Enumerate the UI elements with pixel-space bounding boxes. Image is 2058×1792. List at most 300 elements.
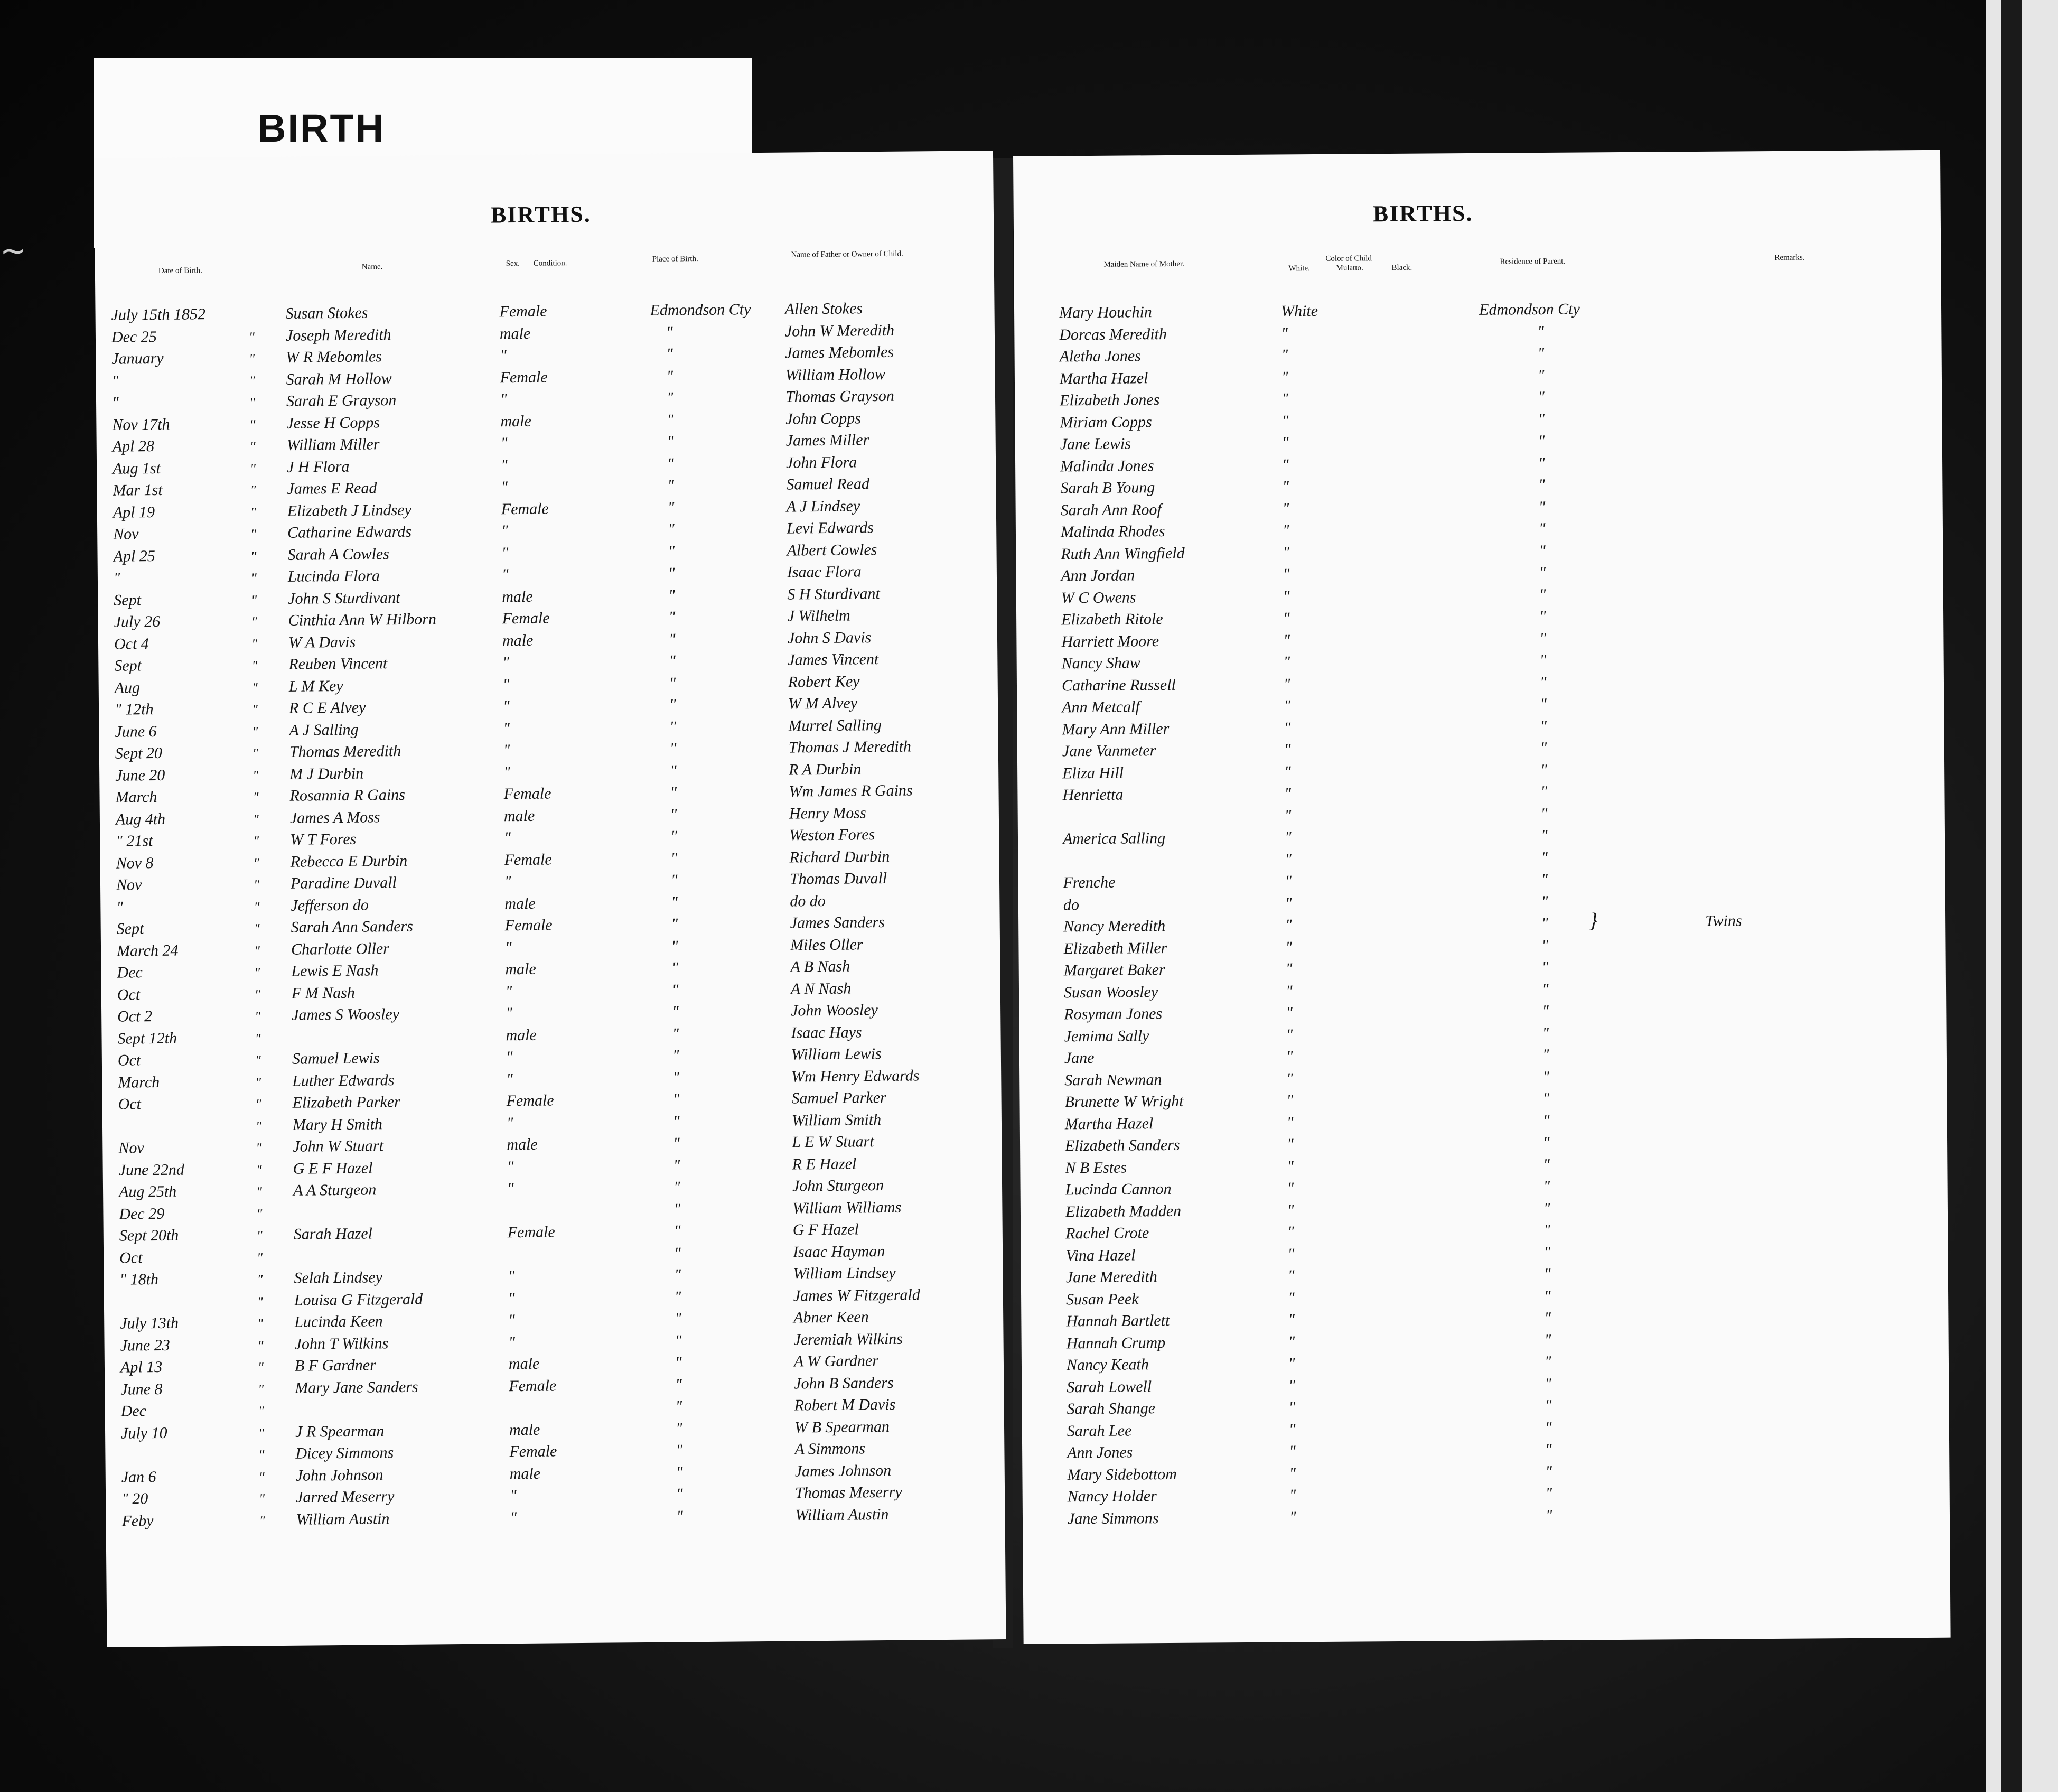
place-cell: " [673,1244,681,1262]
mother-cell: Elizabeth Miller [1063,939,1167,957]
mother-cell: Jane Meredith [1065,1268,1157,1286]
year-ditto-mark: " [249,372,255,388]
date-cell: Apl 25 [113,547,155,565]
father-cell: Albert Cowles [787,540,877,559]
mother-cell: Miriam Copps [1060,413,1152,431]
mother-cell: do [1063,895,1080,913]
left-page-title: BIRTHS. [490,201,591,228]
white-cell: " [1281,455,1289,473]
date-cell: Feby [121,1511,154,1530]
date-cell: Oct 4 [114,634,149,653]
year-ditto-mark: " [252,745,258,761]
father-cell: John Woosley [790,1001,878,1020]
year-ditto-mark: " [254,921,260,937]
date-cell: Nov [118,1139,144,1157]
date-cell: Sept 12th [117,1029,177,1048]
place-cell: " [676,1441,683,1459]
sex-cell: " [503,741,510,759]
sex-cell: " [507,1158,514,1175]
place-cell: " [668,542,675,561]
residence-cell: " [1539,585,1546,603]
father-cell: William Williams [792,1198,902,1217]
year-ditto-mark: " [253,877,260,893]
mother-cell: Aletha Jones [1059,347,1141,366]
residence-cell: " [1541,914,1548,932]
residence-cell: " [1537,344,1545,362]
name-cell: Jesse H Copps [286,413,380,432]
sex-cell: male [499,324,531,342]
date-cell: July 10 [120,1424,167,1442]
year-ditto-mark: " [255,1052,261,1068]
year-ditto-mark: " [254,942,260,958]
sex-cell: male [503,807,535,825]
white-cell: " [1287,1267,1295,1285]
date-cell: Nov [113,525,139,543]
place-cell: " [668,586,676,604]
year-ditto-mark: " [258,1447,265,1463]
year-ditto-mark: " [256,1206,263,1221]
right-ledger-page [1013,150,1951,1644]
year-ditto-mark: " [257,1293,263,1309]
place-cell: " [668,630,676,648]
place-cell: " [675,1331,682,1349]
sex-cell: Female [507,1223,555,1242]
sex-cell: " [506,1004,512,1022]
father-cell: Weston Fores [789,826,875,844]
year-ditto-mark: " [251,679,258,695]
place-cell: " [670,783,677,801]
father-cell: Murrel Salling [788,716,882,735]
mother-cell: Harriett Moore [1061,632,1159,650]
date-cell: Dec 25 [111,328,157,346]
white-cell: " [1289,1508,1296,1526]
father-cell: William Smith [791,1110,882,1130]
date-cell: Nov 17th [112,415,170,434]
place-cell: " [671,893,678,911]
white-cell: " [1285,960,1293,978]
father-cell: S H Sturdivant [787,584,880,603]
sex-cell: Female [499,302,547,321]
sex-cell: " [505,982,512,1000]
white-cell: " [1283,587,1290,605]
sex-cell: male [505,960,536,978]
white-cell: " [1287,1223,1294,1241]
mother-cell: Margaret Baker [1063,961,1165,979]
father-cell: Miles Oller [790,935,863,954]
mother-cell: Jane [1064,1049,1095,1067]
date-cell: Oct [118,1095,142,1113]
mother-cell: Rachel Crote [1065,1224,1149,1243]
white-cell: " [1286,1025,1293,1043]
sex-cell: Female [500,368,548,386]
date-cell: June 8 [120,1380,163,1398]
name-cell: R C E Alvey [288,698,366,717]
mother-cell: Ann Metcalf [1062,698,1140,716]
father-cell: Isaac Hayman [792,1242,885,1261]
residence-cell: " [1541,870,1548,889]
year-ditto-mark: " [254,965,260,981]
place-cell: " [670,761,677,780]
father-cell: William Hollow [785,365,885,384]
sex-cell: " [506,1048,513,1066]
name-cell: James S Woosley [292,1005,400,1024]
father-cell: William Lewis [791,1045,882,1063]
name-cell: J H Flora [286,458,350,476]
residence-cell: " [1540,717,1547,735]
mother-cell: America Salling [1062,829,1166,848]
date-cell: March [118,1073,160,1091]
mother-cell: Vina Hazel [1065,1246,1136,1264]
father-cell: Levi Edwards [787,519,874,537]
white-cell: " [1288,1376,1295,1394]
place-cell: " [675,1375,682,1393]
white-cell: " [1289,1464,1296,1482]
mother-cell: Jane Lewis [1060,435,1131,453]
place-cell: " [674,1287,681,1305]
sex-cell: male [500,412,531,430]
year-ditto-mark: " [252,811,259,827]
father-cell: R E Hazel [792,1154,857,1173]
year-ditto-mark: " [249,395,256,410]
place-cell: " [671,1003,679,1021]
year-ditto-mark: " [250,460,256,476]
year-ditto-mark: " [259,1513,265,1528]
year-ditto-mark: " [249,351,255,367]
name-cell: Elizabeth Parker [292,1093,400,1112]
year-ditto-mark: " [253,833,259,849]
father-cell: John Sturgeon [792,1177,884,1195]
sex-cell: Female [503,785,551,803]
white-cell: " [1284,718,1291,736]
white-cell: " [1286,1048,1293,1066]
place-cell: " [673,1156,680,1174]
date-cell: Sept [114,591,142,609]
header-residence: Residence of Parent. [1500,257,1566,266]
mother-cell: Catharine Russell [1061,676,1176,694]
year-ditto-mark: " [258,1381,264,1397]
name-cell: Mary Jane Sanders [295,1378,418,1397]
father-cell: James W Fitzgerald [793,1285,920,1305]
father-cell: Thomas Meserry [794,1483,902,1502]
name-cell: John W Stuart [293,1137,384,1155]
residence-cell: " [1540,782,1548,801]
place-cell: " [670,849,678,867]
father-cell: L E W Stuart [792,1133,874,1151]
father-cell: Allen Stokes [784,300,863,318]
sex-cell: Female [502,609,550,628]
sex-cell: male [502,631,534,649]
name-cell: Jefferson do [291,896,369,914]
header-black: Black. [1391,263,1412,273]
residence-cell: " [1542,1133,1550,1152]
name-cell: J R Spearman [295,1422,385,1441]
name-cell: James A Moss [289,808,380,827]
white-cell: " [1281,324,1288,342]
date-cell: Aug 4th [115,810,166,828]
white-cell: " [1286,1113,1294,1131]
white-cell: " [1285,916,1292,934]
father-cell: G F Hazel [792,1220,859,1239]
header-color-group: Color of Child [1325,254,1372,263]
header-remarks: Remarks. [1774,253,1805,262]
residence-cell: " [1537,322,1545,340]
white-cell: " [1283,631,1290,649]
left-ledger-page [94,151,1006,1647]
white-cell: " [1287,1289,1295,1306]
mother-cell: Hannah Crump [1066,1333,1166,1352]
residence-cell: " [1544,1309,1551,1327]
residence-cell: " [1541,848,1548,866]
father-cell: John Copps [785,409,861,428]
sex-cell: " [500,390,507,408]
year-ditto-mark: " [255,1030,261,1046]
father-cell: John S Davis [787,628,872,647]
year-ditto-mark: " [257,1249,263,1265]
sex-cell: " [510,1508,517,1526]
mother-cell: Elizabeth Jones [1060,391,1160,409]
date-cell: Dec [117,964,143,982]
white-cell: " [1281,368,1288,386]
mother-cell: Sarah Lee [1067,1421,1132,1440]
year-ditto-mark: " [251,614,257,630]
year-ditto-mark: " [255,1074,261,1090]
mother-cell: Susan Peek [1065,1290,1139,1308]
sex-cell: " [506,1070,513,1088]
sex-cell: male [509,1464,541,1482]
sex-cell: " [504,873,511,891]
father-cell: Henry Moss [789,804,866,823]
sex-cell: " [502,675,510,693]
white-cell: " [1287,1157,1294,1175]
place-cell: " [676,1507,684,1525]
year-ditto-mark: " [256,1184,263,1200]
residence-cell: " [1539,651,1547,669]
white-cell: " [1288,1332,1295,1350]
name-cell: W R Mebomles [286,348,382,366]
father-cell: Isaac Flora [787,563,862,581]
place-cell: " [666,367,673,385]
year-ditto-mark: " [252,723,258,739]
father-cell: Richard Durbin [789,847,890,866]
father-cell: J Wilhelm [787,606,850,625]
father-cell: William Lindsey [793,1264,896,1283]
place-cell: " [673,1134,680,1152]
residence-cell: " [1540,695,1547,713]
mother-cell: Nancy Keath [1066,1356,1149,1374]
white-cell: " [1284,741,1291,759]
residence-cell: " [1541,936,1549,954]
place-cell: " [667,410,674,429]
mother-cell: Malinda Rhodes [1060,522,1165,541]
date-cell: " [116,898,124,916]
father-cell: James Johnson [794,1461,892,1480]
header-white: White. [1288,264,1310,273]
name-cell: Susan Stokes [285,304,368,322]
year-ditto-mark: " [258,1425,265,1441]
residence-cell: " [1539,629,1547,647]
place-cell: " [667,477,675,494]
residence-cell: " [1545,1462,1552,1480]
year-ditto-mark: " [250,526,257,542]
residence-cell: " [1542,1089,1550,1108]
date-cell: Apl 13 [120,1358,163,1376]
mother-cell: Malinda Jones [1060,456,1154,475]
date-cell: June 22nd [118,1161,184,1179]
name-cell: William Austin [296,1509,390,1528]
name-cell: Paradine Duvall [290,874,397,892]
place-cell: " [668,608,676,626]
year-ditto-mark: " [251,636,258,651]
white-cell: " [1284,785,1292,802]
remarks-twins: Twins [1705,912,1742,930]
header-place: Place of Birth. [652,255,698,264]
place-cell: " [669,652,676,670]
sex-cell: " [508,1267,515,1285]
mother-cell: Brunette W Wright [1064,1092,1184,1111]
sex-cell: Female [509,1376,557,1395]
sex-cell: Female [501,500,549,518]
year-ditto-mark: " [259,1491,265,1507]
white-cell: " [1287,1201,1294,1219]
father-cell: James Mebomles [785,343,894,362]
year-ditto-mark: " [252,767,259,783]
year-ditto-mark: " [250,504,256,520]
mother-cell: Nancy Meredith [1063,917,1166,936]
sex-cell: " [507,1180,514,1198]
residence-cell: " [1544,1243,1551,1261]
place-cell: " [668,520,675,538]
mother-cell: N B Estes [1065,1159,1127,1177]
father-cell: Samuel Read [786,475,870,493]
year-ditto-mark: " [250,570,257,586]
place-cell: " [671,937,678,955]
white-cell: " [1285,850,1292,868]
place-cell: " [671,915,678,933]
white-cell: " [1284,762,1291,780]
residence-cell: " [1544,1221,1550,1239]
name-cell: John Johnson [295,1466,383,1485]
year-ditto-mark: " [258,1469,265,1485]
place-cell: " [666,389,673,407]
date-cell: Sept 20 [115,744,163,762]
year-ditto-mark: " [257,1337,264,1353]
date-cell: March 24 [116,941,179,960]
year-ditto-mark: " [251,592,257,608]
place-cell: " [666,345,673,363]
year-ditto-mark: " [251,702,258,717]
year-ditto-mark: " [256,1162,262,1178]
residence-cell: " [1544,1265,1551,1283]
place-cell: " [675,1310,681,1328]
residence-cell: Edmondson Cty [1479,300,1580,319]
residence-cell: " [1545,1396,1552,1415]
mother-cell: Sarah B Young [1060,479,1155,497]
year-ditto-mark: " [254,986,260,1002]
date-cell: Dec 29 [119,1205,165,1223]
date-cell: " [113,569,120,587]
white-cell: " [1284,828,1292,846]
date-cell: " 18th [119,1271,159,1289]
header-father: Name of Father or Owner of Child. [791,249,903,259]
father-cell: A W Gardner [793,1352,879,1370]
residence-cell: " [1542,1068,1549,1086]
year-ditto-mark: " [254,899,260,914]
date-cell: Sept [116,920,144,938]
year-ditto-mark: " [253,855,259,871]
sex-cell: male [508,1355,540,1373]
father-cell: Isaac Hays [791,1023,862,1042]
date-cell: Oct [117,1051,141,1069]
mother-cell: Nancy Holder [1067,1487,1157,1506]
father-cell: A Simmons [794,1440,866,1458]
white-cell: " [1285,982,1293,1000]
white-cell: " [1283,609,1290,627]
header-sex: Sex. [506,259,520,268]
mother-cell: Sarah Newman [1064,1070,1162,1089]
name-cell: G E F Hazel [293,1159,373,1178]
sex-cell: male [504,894,536,912]
residence-cell: " [1540,805,1548,823]
name-cell: W T Fores [290,830,357,848]
sex-cell: " [509,1487,517,1505]
residence-cell: " [1545,1440,1552,1459]
date-cell: Sept 20th [119,1226,179,1245]
white-cell: " [1286,1135,1294,1153]
date-cell: July 26 [114,612,161,631]
edge-mark: ~ [0,232,27,269]
sex-cell: " [501,522,508,540]
date-cell: Nov 8 [116,854,154,872]
name-cell: Sarah Ann Sanders [291,917,413,936]
residence-cell: " [1543,1199,1550,1217]
year-ditto-mark: " [248,329,255,344]
place-cell: " [667,498,675,517]
name-cell: Sarah E Grayson [286,391,397,410]
mother-cell: Lucinda Cannon [1065,1180,1172,1199]
name-cell: A A Sturgeon [293,1181,377,1199]
name-cell: Rosannia R Gains [289,786,406,805]
name-cell: Sarah Hazel [293,1225,373,1243]
date-cell: Dec [120,1402,147,1420]
sex-cell: " [501,566,509,584]
date-cell: Aug 1st [112,459,161,478]
residence-cell: " [1545,1375,1551,1393]
residence-cell: " [1544,1287,1551,1305]
name-cell: W A Davis [288,633,356,651]
residence-cell: " [1543,1177,1550,1196]
residence-cell: " [1544,1331,1551,1349]
residence-cell: " [1540,826,1548,845]
date-cell: Oct [117,985,141,1004]
residence-cell: " [1539,607,1546,626]
father-cell: Wm James R Gains [789,781,913,800]
place-cell: " [676,1485,683,1503]
mother-cell: Frenche [1063,873,1116,892]
sex-cell: " [502,654,510,671]
white-cell: " [1287,1245,1295,1263]
date-cell: Oct [119,1248,143,1267]
date-cell: " 12th [114,701,154,718]
father-cell: John B Sanders [794,1374,894,1393]
sex-cell: Female [506,1091,554,1110]
white-cell: " [1282,521,1289,539]
year-ditto-mark: " [256,1228,263,1244]
year-ditto-mark: " [250,548,257,564]
father-cell: W B Spearman [794,1417,890,1436]
place-cell: " [673,1200,681,1218]
film-edge [1986,0,2058,1792]
residence-cell: " [1544,1352,1551,1371]
